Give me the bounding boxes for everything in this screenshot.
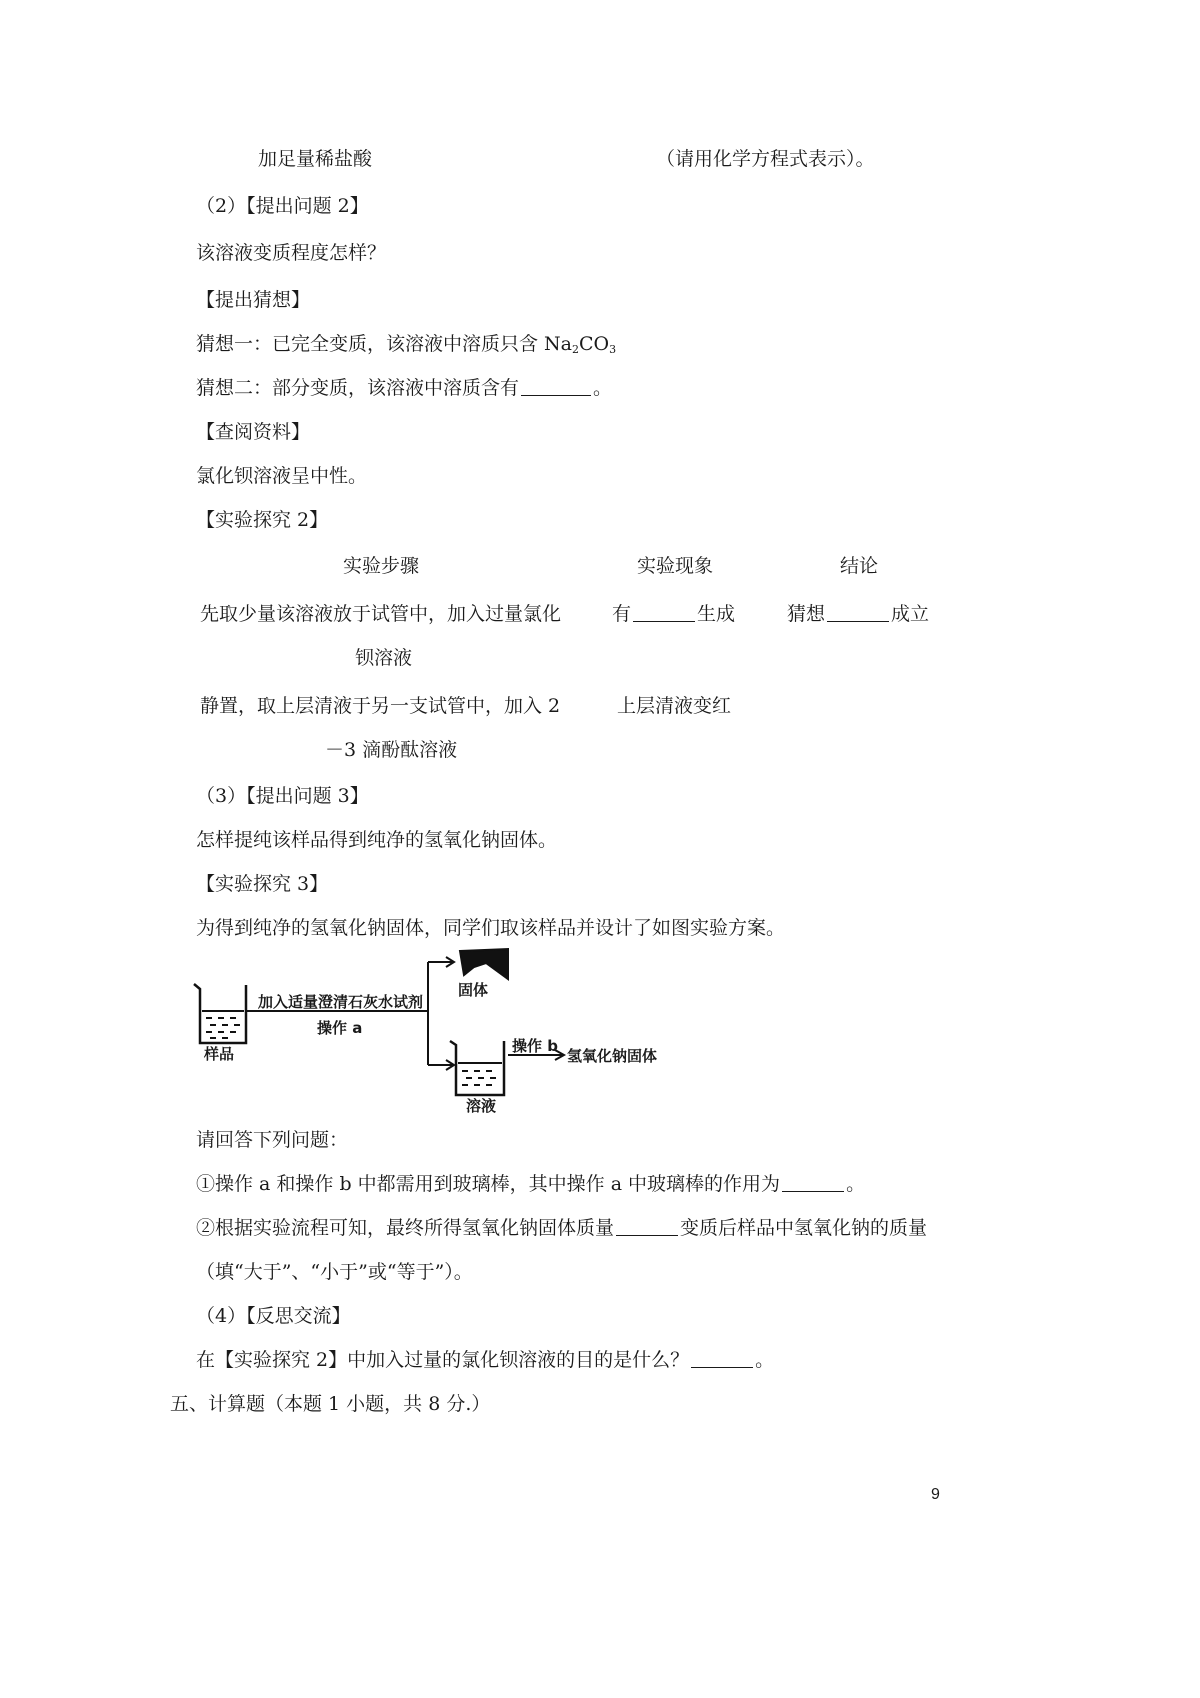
row1-phenomenon: 有 生成	[612, 603, 736, 625]
table-header-step: 实验步骤	[343, 555, 420, 577]
q4-heading: （4）【反思交流】	[196, 1305, 351, 1327]
guess-1: 猜想一：已完全变质，该溶液中溶质只含 $Na_2CO_3$	[196, 333, 617, 356]
op-a-label: 操作 a	[317, 1019, 363, 1037]
row2-step-cont: －3 滴酚酞溶液	[325, 739, 458, 761]
answer-blank[interactable]	[616, 1215, 678, 1236]
solid-shape	[460, 949, 508, 979]
row1-step: 先取少量该溶液放于试管中，加入过量氯化	[200, 603, 562, 625]
exp3-text: 为得到纯净的氢氧化钠固体，同学们取该样品并设计了如图实验方案。	[196, 917, 786, 939]
row1-conclusion: 猜想 成立	[787, 603, 930, 625]
answer-blank[interactable]	[691, 1347, 753, 1368]
q4-text: 在【实验探究 2】中加入过量的氯化钡溶液的目的是什么？ 。	[196, 1349, 775, 1371]
op-b-label: 操作 b	[512, 1037, 558, 1055]
page-number: 9	[931, 1486, 940, 1503]
solution-label: 溶液	[466, 1097, 497, 1115]
sample-label: 样品	[204, 1045, 235, 1063]
row-top-left: 加足量稀盐酸	[258, 148, 373, 170]
guess-heading: 【提出猜想】	[196, 289, 311, 311]
row-top-right: （请用化学方程式表示）。	[656, 148, 875, 170]
guess-2: 猜想二：部分变质，该溶液中溶质含有 。	[196, 377, 613, 399]
answer-blank[interactable]	[633, 601, 695, 622]
row2-phenomenon: 上层清液变红	[617, 695, 732, 717]
row1-step-cont: 钡溶液	[355, 647, 413, 669]
flow-diagram	[190, 945, 710, 1115]
row2-step: 静置，取上层清液于另一支试管中，加入 2	[200, 695, 561, 717]
answer-2: ②根据实验流程可知，最终所得氢氧化钠固体质量 变质后样品中氢氧化钠的质量	[196, 1217, 928, 1239]
q3-question: 怎样提纯该样品得到纯净的氢氧化钠固体。	[196, 829, 558, 851]
answers-intro: 请回答下列问题：	[196, 1129, 349, 1151]
q2-heading: （2）【提出问题 2】	[196, 195, 369, 217]
q3-heading: （3）【提出问题 3】	[196, 785, 369, 807]
solid-label: 固体	[458, 981, 489, 999]
table-header-phenomenon: 实验现象	[637, 555, 714, 577]
answer-1: ①操作 a 和操作 b 中都需用到玻璃棒，其中操作 a 中玻璃棒的作用为 。	[196, 1173, 866, 1195]
answer-blank[interactable]	[827, 601, 889, 622]
q2-question: 该溶液变质程度怎样？	[196, 242, 387, 264]
product-label: 氢氧化钠固体	[567, 1047, 658, 1065]
reagent-label: 加入适量澄清石灰水试剂	[258, 993, 424, 1011]
answer-blank[interactable]	[521, 375, 591, 396]
exp3-heading: 【实验探究 3】	[196, 873, 329, 895]
solution-beaker	[450, 1041, 504, 1095]
sample-beaker	[194, 984, 246, 1043]
answer-2-cont: （填“大于”、“小于”或“等于”）。	[196, 1261, 473, 1283]
section-5-heading: 五、计算题（本题 1 小题，共 8 分.）	[170, 1393, 491, 1415]
flow-diagram-graphic	[190, 945, 710, 1115]
answer-blank[interactable]	[782, 1171, 844, 1192]
ref-text: 氯化钡溶液呈中性。	[196, 465, 368, 487]
ref-heading: 【查阅资料】	[196, 421, 311, 443]
table-header-conclusion: 结论	[840, 555, 879, 577]
exp2-heading: 【实验探究 2】	[196, 509, 329, 531]
